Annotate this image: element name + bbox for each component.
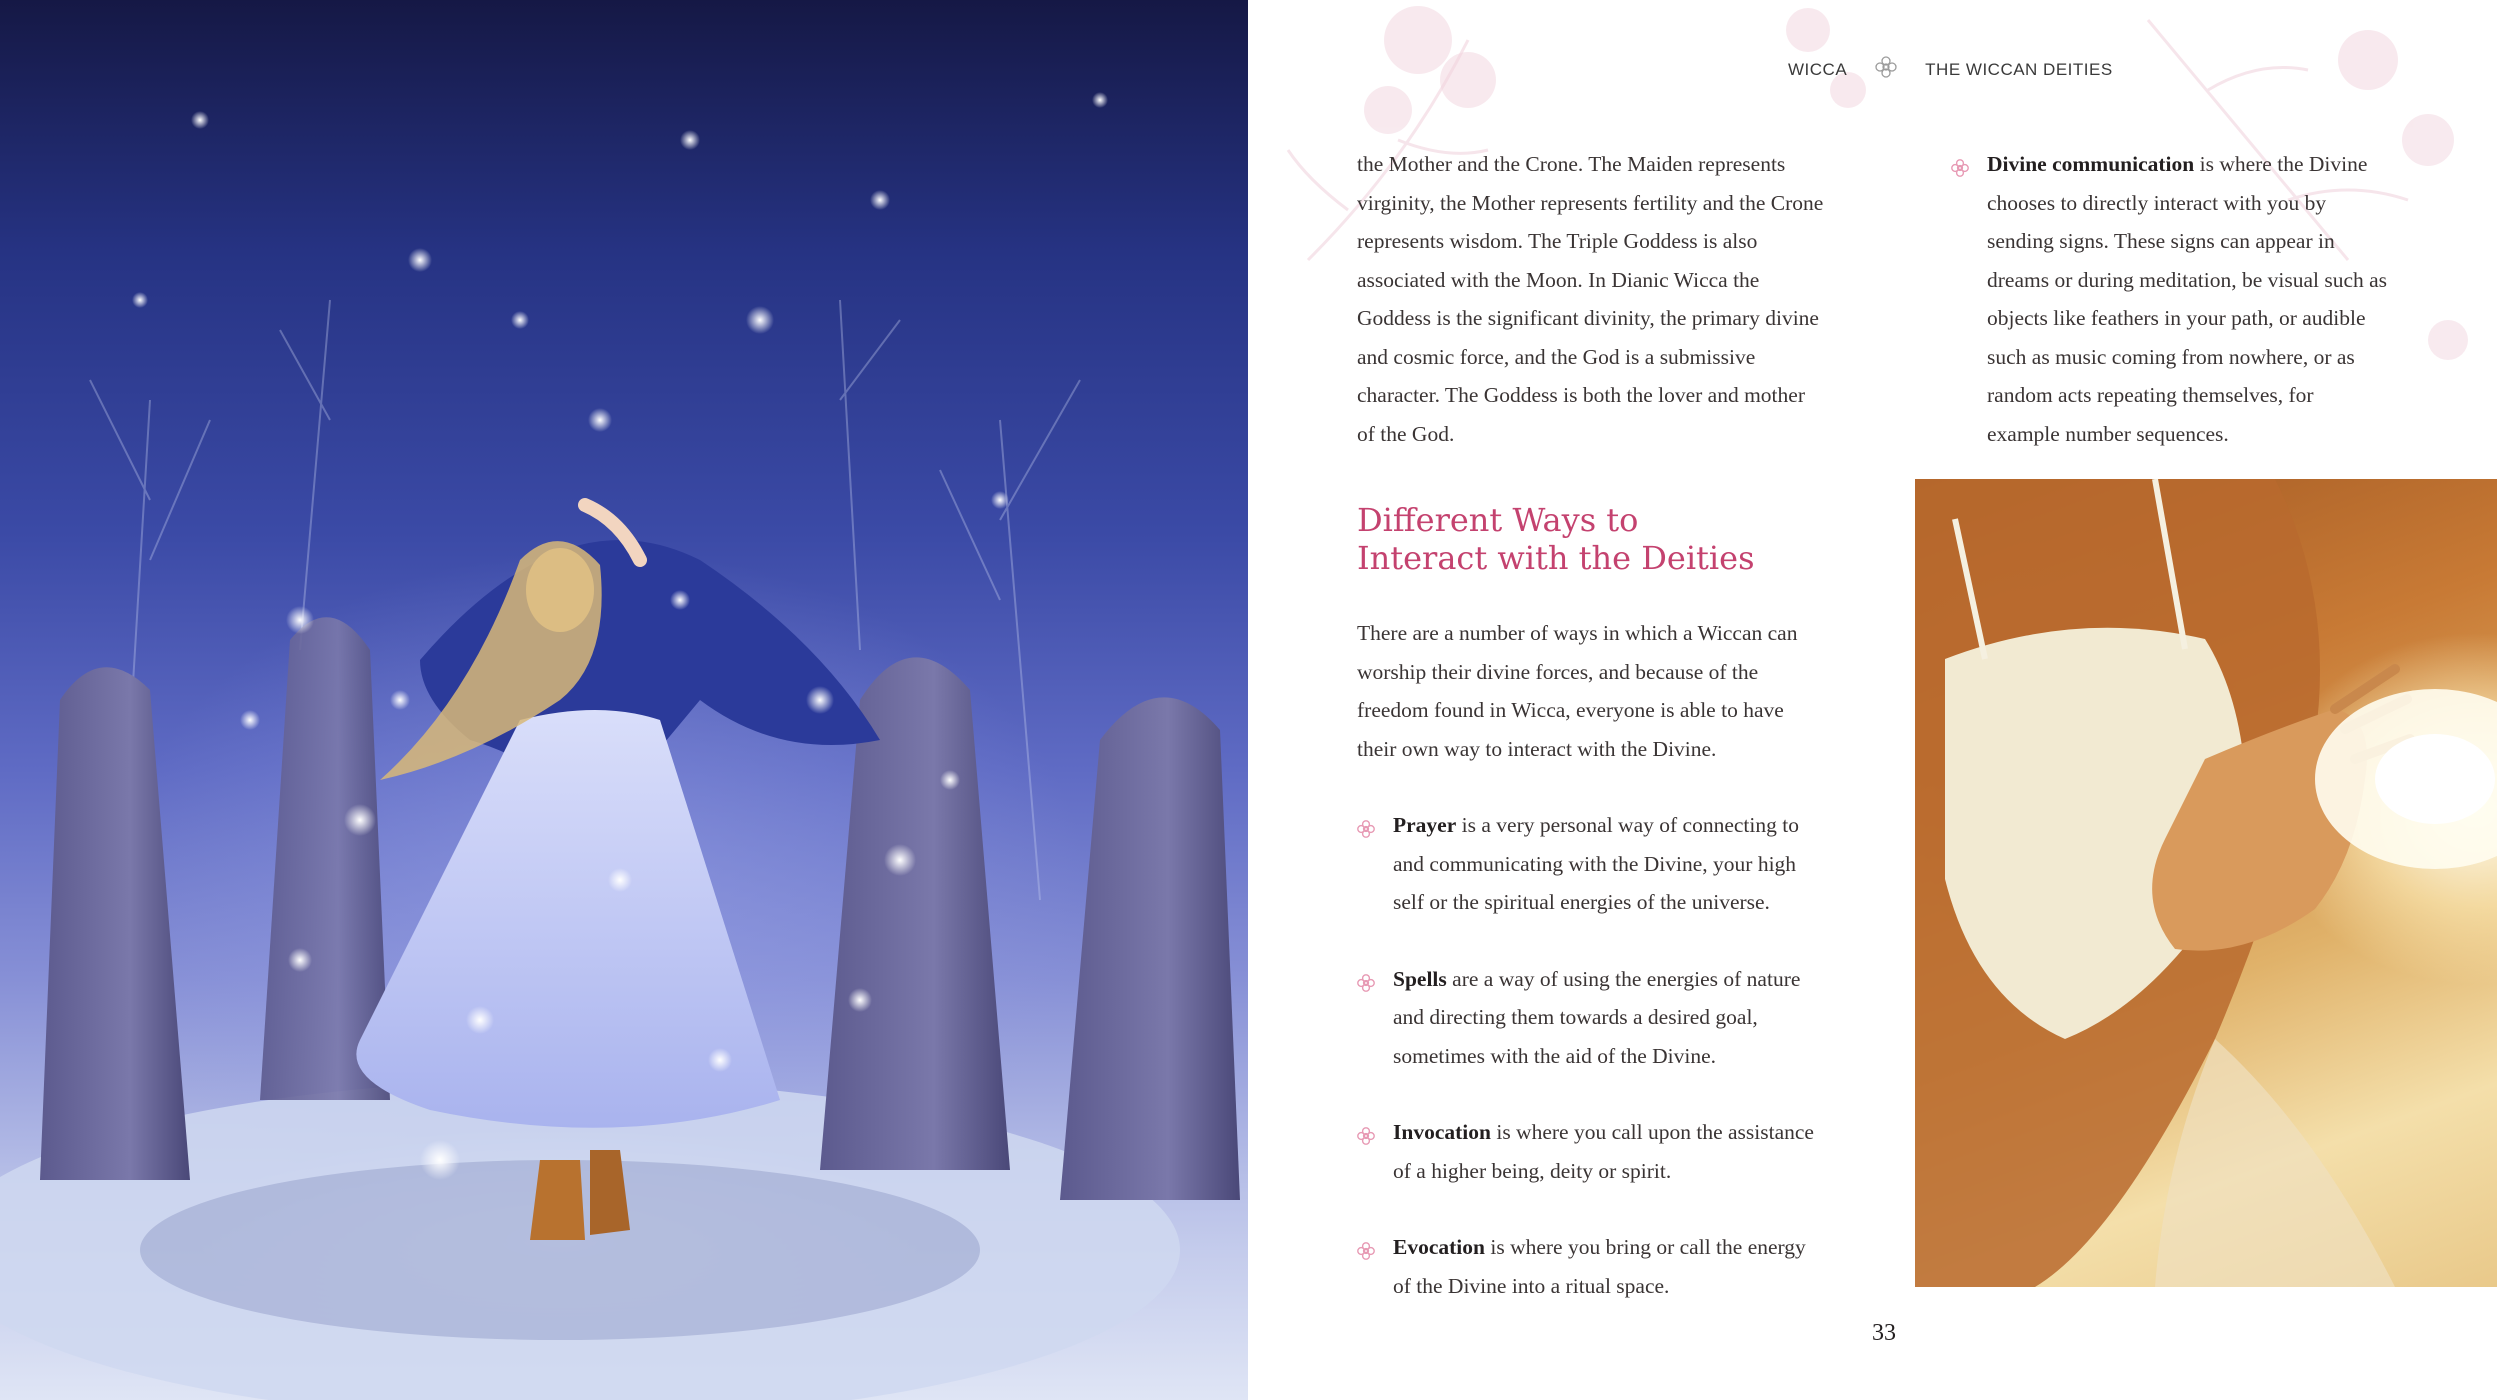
list-text: is where you call upon the assistance of a higher being, deity or spirit. bbox=[1393, 1120, 1814, 1183]
list-item bbox=[1357, 806, 1827, 922]
list-term: Prayer bbox=[1393, 813, 1457, 837]
running-head-chapter-title: THE WICCAN DEITIES bbox=[1925, 59, 2113, 79]
running-head bbox=[1788, 56, 2113, 83]
flower-bullet-icon bbox=[1357, 966, 1375, 1005]
list-text: are a way of using the energies of nature and directing them towards a desired goal, sometimes with the aid of the Divine. bbox=[1393, 966, 1801, 1068]
list-text: is where the Divine chooses to directly interact with you by sending signs. These signs can appear in dreams or during meditation, be visual such as objects like feathers in your path, or audible such as music coming from nowhere, or as random acts repeating themselves, for example number sequences. bbox=[1987, 152, 2388, 446]
flower-ornament-icon bbox=[1875, 56, 1897, 83]
text-column-left bbox=[1357, 145, 1827, 1343]
heading-line-2: Interact with the Deities bbox=[1357, 539, 1755, 577]
flower-bullet-icon bbox=[1357, 1234, 1375, 1273]
illustration-artwork bbox=[0, 0, 1248, 1400]
photo-praying-hands-light bbox=[1915, 479, 2497, 1287]
standing-stone bbox=[40, 667, 190, 1180]
section-heading bbox=[1357, 501, 1827, 577]
list-text: is a very personal way of connecting to and communicating with the Divine, your high self or the spiritual energies of the universe. bbox=[1393, 813, 1799, 914]
running-head-book-title: WICCA bbox=[1788, 59, 1848, 79]
list-term: Spells bbox=[1393, 966, 1447, 991]
page-number: 33 bbox=[1872, 1320, 1896, 1346]
illustration-dancing-woman-stone-circle bbox=[0, 0, 1248, 1400]
list-term: Invocation bbox=[1393, 1120, 1491, 1144]
flower-bullet-icon bbox=[1357, 812, 1375, 851]
ways-list bbox=[1357, 806, 1827, 1305]
body-paragraph: There are a number of ways in which a Wiccan can worship their divine forces, and because of the freedom found in Wicca, everyone is able to have their own way to interact with the Divine. bbox=[1357, 621, 1798, 761]
flower-bullet-icon bbox=[1357, 1119, 1375, 1158]
text-page bbox=[1248, 0, 2497, 1400]
list-item bbox=[1951, 145, 2391, 453]
list-item bbox=[1357, 1228, 1827, 1305]
list-term: Evocation bbox=[1393, 1235, 1485, 1259]
flower-bullet-icon bbox=[1951, 151, 1969, 190]
communication-list bbox=[1951, 145, 2391, 453]
list-term: Divine communication bbox=[1987, 152, 2195, 176]
list-text: is where you bring or call the energy of the Divine into a ritual space. bbox=[1393, 1235, 1806, 1298]
photo-artwork bbox=[1915, 479, 2497, 1287]
text-column-right bbox=[1951, 145, 2391, 491]
list-item bbox=[1357, 1113, 1827, 1190]
heading-line-1: Different Ways to bbox=[1357, 501, 1639, 539]
intro-paragraph: the Mother and the Crone. The Maiden represents virginity, the Mother represents fertility and the Crone represents wisdom. The Triple Goddess is also associated with the Moon. In Dianic Wicca the Goddess is the significant divinity, the primary divine and cosmic force, and the God is a submissive character. The Goddess is both the lover and mother of the God. bbox=[1357, 152, 1824, 446]
list-item bbox=[1357, 960, 1827, 1076]
